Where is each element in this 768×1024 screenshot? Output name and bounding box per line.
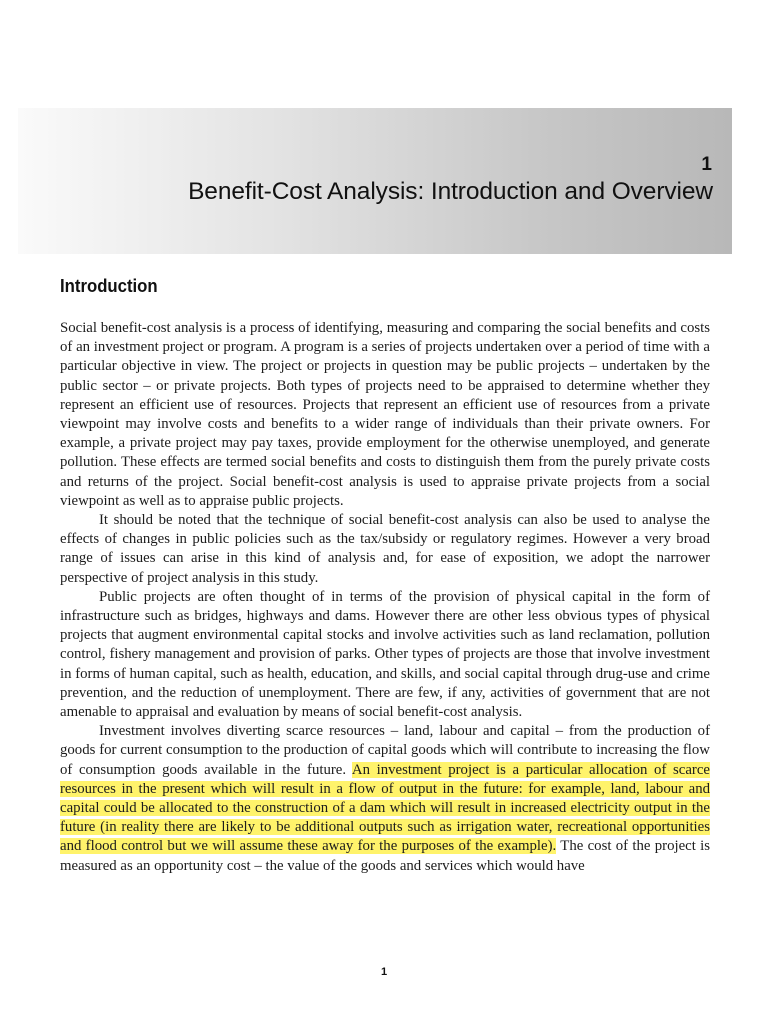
body-text	[60, 319, 710, 876]
chapter-title: Benefit-Cost Analysis: Introduction and Overview	[188, 178, 713, 205]
paragraph-2: It should be noted that the technique of social benefit-cost analysis can also be used to analyse the effects of changes in public policies such as the tax/subsidy or regulatory regimes. However a very broad range of issues can arise in this kind of analysis and, for ease of exposition, we adopt the narrower perspective of project analysis in this study.	[60, 512, 710, 586]
paragraph-4-end: The cost of the project is measured as an opportunity cost – the value of the goods and services which would have	[60, 838, 711, 874]
chapter-number: 1	[701, 154, 712, 175]
paragraph-4-start: Investment involves diverting scarce resources – land, labour and capital – from the production of goods for current consumption to the production of capital goods which will contribute to increasing the flow of consumption goods available in the future.	[60, 723, 710, 778]
paragraph-1: Social benefit-cost analysis is a process of identifying, measuring and comparing the social benefits and costs of an investment project or program. A program is a series of projects undertaken over a period of time with a particular objective in view. The project or projects in question may be public projects – undertaken by the public sector – or private projects. Both types of projects need to be appraised to determine whether they represent an efficient use of resources. Projects that represent an efficient use of resources from a private viewpoint may involve costs and benefits to a wider range of individuals than their private owners. For example, a private project may pay taxes, provide employment for the otherwise unemployed, and generate pollution. These effects are termed social benefits and costs to distinguish them from the purely private costs and returns of the project. Social benefit-cost analysis is used to appraise private projects from a social viewpoint as well as to appraise public projects.	[60, 320, 710, 509]
paragraph-3: Public projects are often thought of in terms of the provision of physical capital in the form of infrastructure such as bridges, highways and dams. However there are other less obvious types of physical projects that augment environmental capital stocks and involve activities such as land reclamation, pollution control, fishery management and provision of parks. Other types of projects are those that involve investment in forms of human capital, such as health, education, and skills, and social capital through drug-use and crime prevention, and the reduction of unemployment. There are few, if any, activities of government that are not amenable to appraisal and evaluation by means of social benefit-cost analysis.	[60, 588, 710, 721]
highlighted-text: An investment project is a particular allocation of scarce resources in the present which will result in a flow of output in the future: for example, land, labour and capital could be allocated to the construction of a dam which will result in increased electricity output in the future (in reality there are likely to be additional outputs such as irrigation water, recreational opportunities and flood control but we will assume these away for the purposes of the example).	[60, 761, 710, 855]
page-number: 1	[380, 966, 388, 978]
chapter-header-band	[18, 108, 732, 254]
section-heading: Introduction	[60, 276, 158, 296]
paragraph-4	[60, 722, 710, 876]
